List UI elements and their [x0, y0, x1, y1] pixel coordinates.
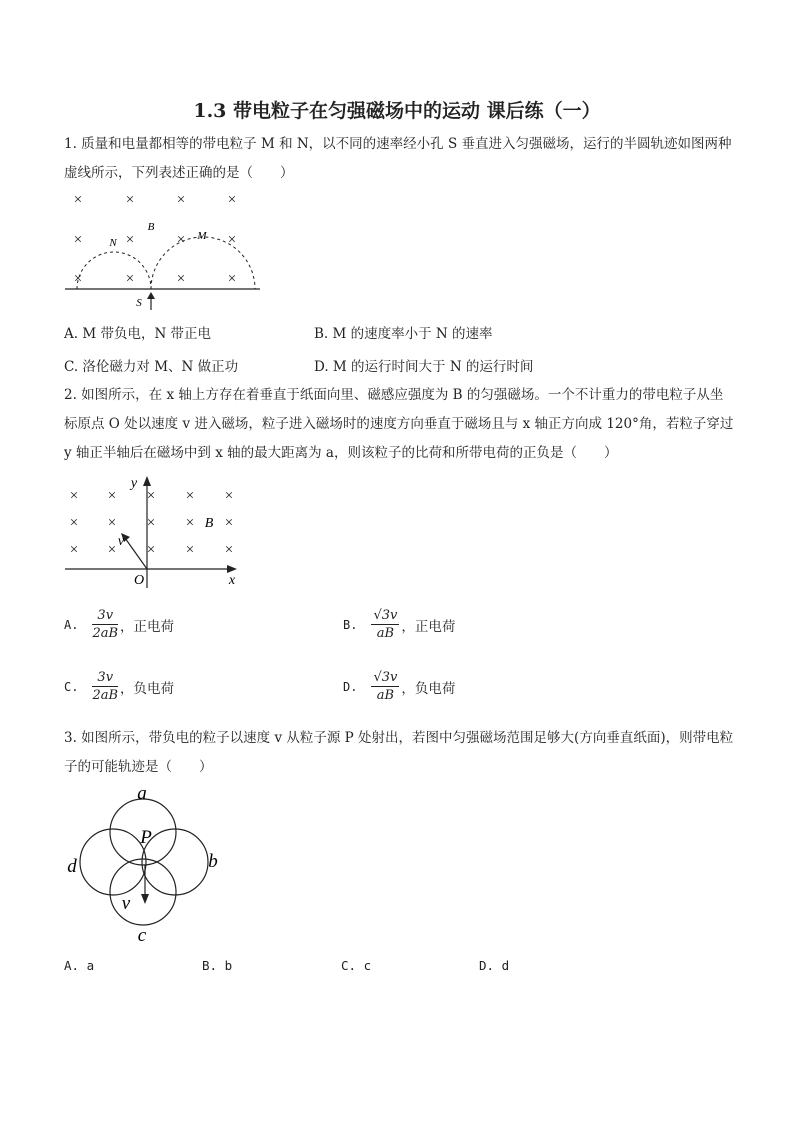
label-v: v: [121, 893, 131, 914]
option-suffix: ，正电荷: [401, 618, 456, 635]
label-c: c: [137, 925, 147, 946]
field-cross: ×: [146, 542, 156, 558]
q1-option-d: D. M 的运行时间大于 N 的运行时间: [314, 359, 534, 375]
label-b: b: [208, 851, 218, 872]
field-cross: ×: [107, 515, 117, 531]
field-cross: ×: [185, 542, 195, 558]
velocity-vector: [125, 538, 147, 569]
label-d: d: [67, 856, 77, 877]
q1-option-a: A. M 带负电，N 带正电: [64, 326, 212, 342]
field-cross: ×: [125, 232, 135, 248]
q2-option-d: [343, 670, 455, 703]
q2-option-a: [64, 608, 174, 641]
field-cross: ×: [73, 271, 83, 287]
question-1-stem: 1. 质量和电量都相等的带电粒子 M 和 N，以不同的速率经小孔 S 垂直进入匀强磁场，运行的半圆轨迹如图两种虚线所示，下列表述正确的是（ ）: [64, 136, 732, 181]
field-cross: ×: [176, 192, 186, 208]
label-v: v: [117, 534, 125, 549]
fraction: [371, 608, 399, 641]
field-cross: ×: [227, 192, 237, 208]
field-cross: ×: [107, 488, 117, 504]
q2-option-b: [343, 608, 455, 641]
field-cross: ×: [185, 515, 195, 531]
trajectory-d: [80, 829, 146, 895]
label-n: N: [109, 237, 117, 249]
q3-option-c: C. c: [341, 958, 372, 973]
q3-option-a: A. a: [64, 958, 95, 973]
field-cross: ×: [73, 192, 83, 208]
option-suffix: ，负电荷: [401, 680, 456, 697]
field-cross: ×: [125, 192, 135, 208]
field-cross: ×: [69, 515, 79, 531]
field-cross: ×: [125, 271, 135, 287]
field-cross: ×: [224, 488, 234, 504]
q1-option-b: B. M 的速度率小于 N 的速率: [314, 326, 493, 342]
field-cross: ×: [224, 542, 234, 558]
option-label: D.: [343, 679, 358, 694]
q3-option-b: B. b: [202, 958, 233, 973]
question-3-stem: 3. 如图所示，带负电的粒子以速度 v 从粒子源 P 处射出，若图中匀强磁场范围足够大(方向垂直纸面)，则带电粒子的可能轨迹是（ ）: [64, 730, 734, 775]
option-label: C.: [64, 679, 79, 694]
field-cross: ×: [224, 515, 234, 531]
denominator: aB: [376, 626, 395, 641]
option-suffix: ，负电荷: [120, 680, 175, 697]
option-suffix: ，正电荷: [120, 618, 175, 635]
label-m: M: [197, 230, 207, 242]
trajectory-m: [151, 237, 255, 289]
numerator: 3v: [92, 670, 118, 687]
denominator: 2aB: [92, 626, 119, 641]
option-label: B.: [343, 617, 358, 632]
question-3-figure: [60, 782, 230, 947]
page-title: 1.3 带电粒子在匀强磁场中的运动 课后练（一）: [193, 100, 601, 122]
field-cross: ×: [69, 542, 79, 558]
entry-arrowhead: [147, 292, 155, 299]
field-cross: ×: [176, 232, 186, 248]
field-cross: ×: [146, 488, 156, 504]
label-a: a: [137, 783, 147, 804]
label-b: B: [204, 516, 214, 531]
q3-option-d: D. d: [479, 958, 510, 973]
label-s: S: [136, 297, 142, 309]
denominator: 2aB: [92, 688, 119, 703]
field-cross: ×: [227, 271, 237, 287]
fraction: [92, 608, 118, 641]
fraction: [92, 670, 118, 703]
label-p: P: [140, 827, 152, 848]
label-x: x: [228, 573, 236, 588]
question-1-figure: [60, 188, 270, 313]
label-o: O: [133, 573, 145, 588]
velocity-arrowhead: [141, 894, 149, 904]
option-label: A.: [64, 617, 79, 632]
q2-option-c: [64, 670, 174, 703]
field-cross: ×: [176, 271, 186, 287]
question-2-stem: 2. 如图所示，在 x 轴上方存在着垂直于纸面向里、磁感应强度为 B 的匀强磁场。一个不计重力的带电粒子从坐标原点 O 处以速度 v 进入磁场，粒子进入磁场时的速度方向垂直于磁场且与 x 轴正方向成 120°角，若粒子穿过 y 轴正半轴后在磁场中到 x 轴的最大距离为 a，则该粒子的比荷和所带电荷的正负是（ ）: [64, 387, 734, 461]
denominator: aB: [376, 688, 395, 703]
field-cross: ×: [69, 488, 79, 504]
x-axis-arrowhead: [227, 565, 237, 573]
label-b: B: [147, 221, 155, 233]
field-cross: ×: [73, 232, 83, 248]
numerator: √3v: [373, 670, 398, 685]
label-y: y: [130, 476, 138, 491]
field-cross: ×: [185, 488, 195, 504]
fraction: [371, 670, 399, 703]
numerator: √3v: [373, 608, 398, 623]
field-cross: ×: [146, 515, 156, 531]
field-cross: ×: [107, 542, 117, 558]
numerator: 3v: [92, 608, 118, 625]
q1-option-c: C. 洛伦磁力对 M、N 做正功: [64, 359, 239, 375]
trajectory-n: [77, 252, 151, 289]
question-2-figure: [62, 472, 246, 590]
y-axis-arrowhead: [143, 476, 151, 486]
field-cross: ×: [227, 232, 237, 248]
